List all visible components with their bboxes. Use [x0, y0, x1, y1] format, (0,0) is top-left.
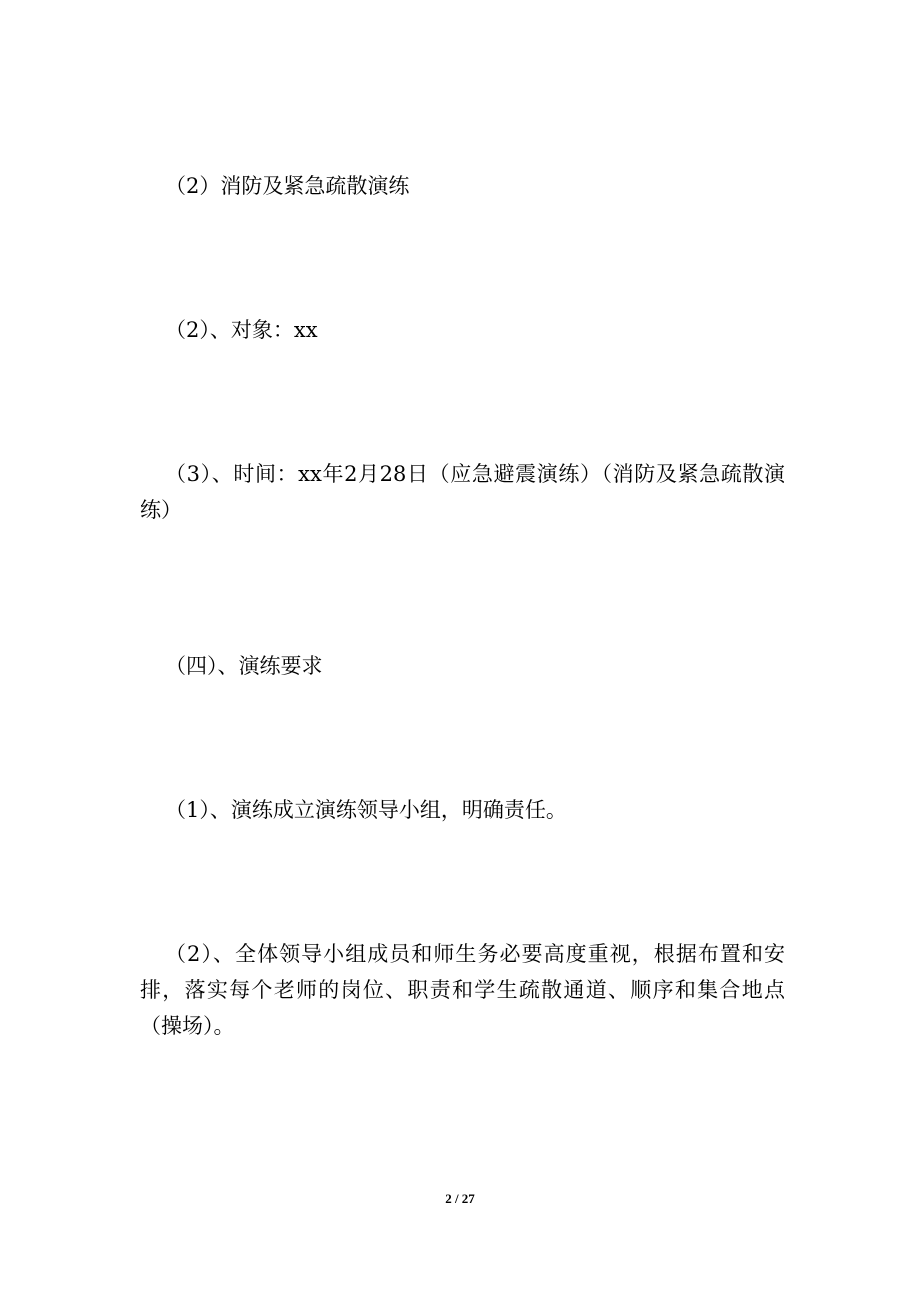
- page-number: 2 / 27: [445, 1191, 475, 1206]
- paragraph-fire-drill-heading: （2）消防及紧急疏散演练: [165, 174, 410, 198]
- paragraph-drill-requirements-heading: （四）、演练要求: [165, 654, 323, 678]
- paragraph-target: （2）、对象：xx: [165, 318, 318, 342]
- paragraph-time: （3）、时间：xx年2月28日（应急避震演练）（消防及紧急疏散演练）: [140, 462, 785, 522]
- paragraph-all-members: （2）、全体领导小组成员和师生务必要高度重视，根据布置和安排，落实每个老师的岗位、职责和学生疏散通道、顺序和集合地点（操场）。: [140, 942, 785, 1038]
- paragraph-leadership-group: （1）、演练成立演练领导小组，明确责任。: [165, 798, 567, 822]
